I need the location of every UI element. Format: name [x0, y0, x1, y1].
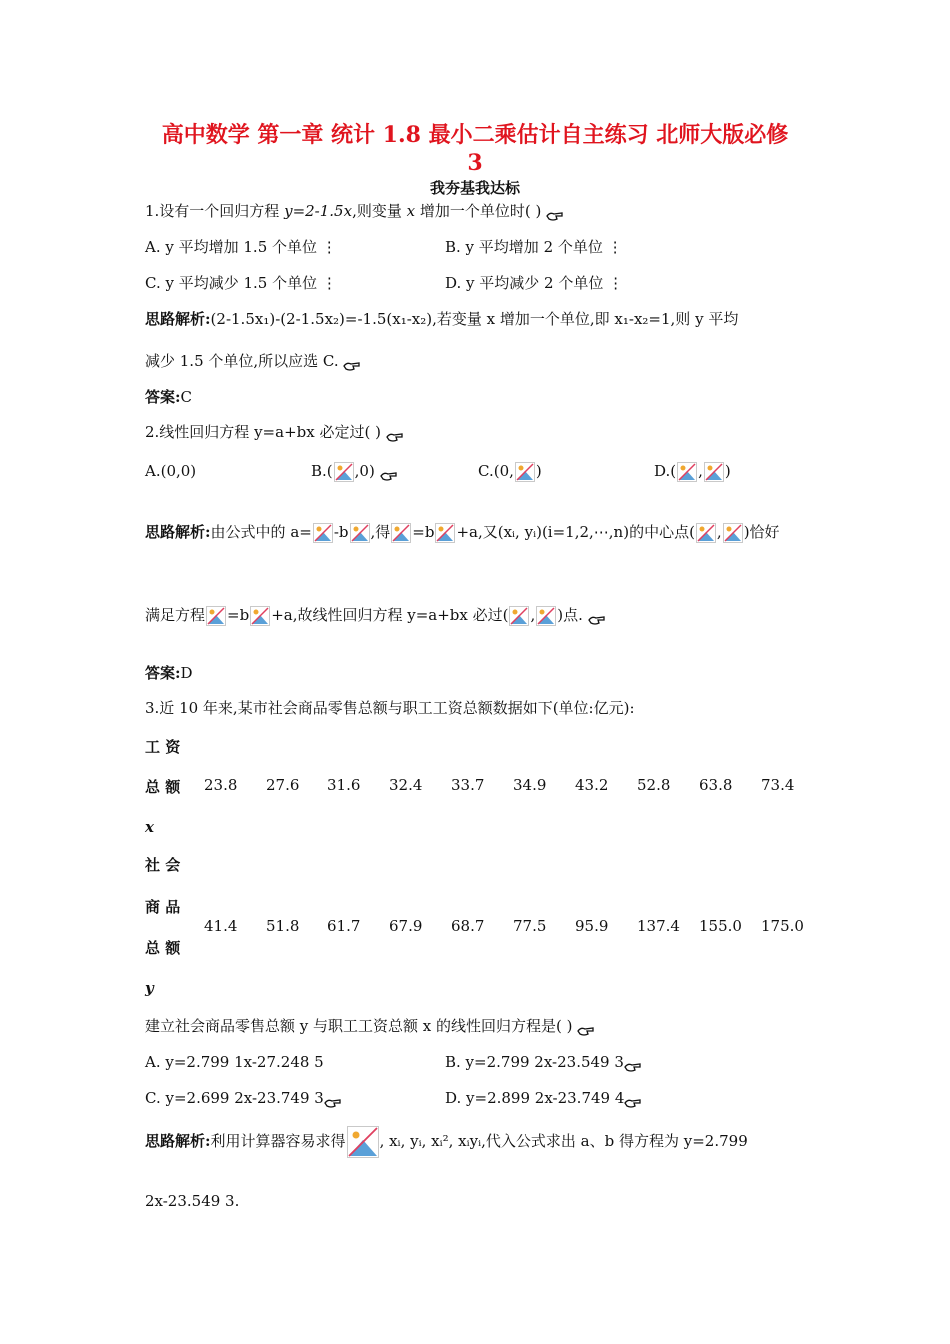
section-heading: 我夯基我达标: [429, 179, 520, 197]
q3-row1-cell: 32.4: [389, 776, 423, 794]
q3-row1-cell: 52.8: [637, 776, 671, 794]
q2-option-b: B.( ,0): [311, 460, 398, 482]
q3-row1-cell: 31.6: [327, 776, 361, 794]
q3-row2-cell: 51.8: [266, 917, 300, 935]
hand-pointer-icon: [577, 1021, 595, 1033]
q1-answer: 答案:C: [145, 388, 193, 406]
broken-image-icon: [391, 523, 411, 543]
q3-row2-cell: 155.0: [699, 917, 742, 935]
hand-pointer-icon: [343, 356, 361, 368]
q1-option-c: C. y 平均减少 1.5 个单位 ⋮: [145, 274, 337, 292]
q3-row2-label: 商 品: [145, 898, 181, 916]
doc-title: 高中数学 第一章 统计 1.8 最小二乘估计自主练习 北师大版必修: [161, 122, 789, 148]
q3-row2-cell: 175.0: [761, 917, 804, 935]
broken-image-icon: [696, 523, 716, 543]
q1-analysis-cont: 减少 1.5 个单位,所以应选 C.: [145, 350, 361, 372]
q1-option-b: B. y 平均增加 2 个单位 ⋮: [445, 238, 623, 256]
hand-pointer-icon: [380, 466, 398, 478]
q3-row2-cell: 77.5: [513, 917, 547, 935]
broken-image-icon: [515, 462, 535, 482]
q2-answer: 答案:D: [145, 664, 193, 682]
q3-stem: 3.近 10 年来,某市社会商品零售总额与职工工资总额数据如下(单位:亿元):: [145, 699, 635, 717]
q1-stem: 1.设有一个回归方程 y=2-1.5x,则变量 x 增加一个单位时( ): [145, 200, 564, 222]
broken-image-icon: [704, 462, 724, 482]
q3-row2-cell: 68.7: [451, 917, 485, 935]
hand-pointer-icon: [624, 1093, 642, 1105]
q3-row1-label: x: [145, 818, 154, 836]
q3-option-d: D. y=2.899 2x-23.749 4: [445, 1087, 642, 1109]
q3-analysis-cont: 2x-23.549 3.: [145, 1192, 240, 1210]
hand-pointer-icon: [624, 1057, 642, 1069]
q3-row1-cell: 34.9: [513, 776, 547, 794]
broken-image-icon: [350, 523, 370, 543]
broken-image-icon: [334, 462, 354, 482]
broken-image-icon: [536, 606, 556, 626]
q3-row2-cell: 61.7: [327, 917, 361, 935]
hand-pointer-icon: [324, 1093, 342, 1105]
hand-pointer-icon: [546, 206, 564, 218]
q3-row1-cell: 43.2: [575, 776, 609, 794]
q3-option-c: C. y=2.699 2x-23.749 3: [145, 1087, 342, 1109]
q1-option-a: A. y 平均增加 1.5 个单位 ⋮: [145, 238, 337, 256]
q1-analysis: 思路解析:(2-1.5x₁)-(2-1.5x₂)=-1.5(x₁-x₂),若变量 x 增加一个单位,即 x₁-x₂=1,则 y 平均: [145, 310, 739, 328]
q3-row1-label: 总 额: [145, 778, 181, 796]
q3-row1-cell: 63.8: [699, 776, 733, 794]
q1-option-d: D. y 平均减少 2 个单位 ⋮: [445, 274, 624, 292]
q2-stem: 2.线性回归方程 y=a+bx 必定过( ): [145, 421, 404, 443]
q3-row2-cell: 67.9: [389, 917, 423, 935]
q3-row2-label: y: [145, 979, 154, 997]
q3-question: 建立社会商品零售总额 y 与职工工资总额 x 的线性回归方程是( ): [145, 1015, 595, 1037]
q3-row1-cell: 23.8: [204, 776, 238, 794]
broken-image-icon: [509, 606, 529, 626]
q3-row1-cell: 33.7: [451, 776, 485, 794]
q3-row2-cell: 137.4: [637, 917, 680, 935]
q3-row1-label: 工 资: [145, 738, 181, 756]
q2-analysis-cont: 满足方程 =b +a,故线性回归方程 y=a+bx 必过( , )点.: [145, 604, 606, 626]
q3-row2-cell: 95.9: [575, 917, 609, 935]
q3-row2-label: 社 会: [145, 856, 181, 874]
hand-pointer-icon: [386, 427, 404, 439]
q2-analysis: 思路解析:由公式中的 a= -b ,得 =b +a,又(xᵢ, yᵢ)(i=1,2,⋯,n)的中心点( , )恰好: [145, 523, 780, 541]
broken-image-icon: [435, 523, 455, 543]
broken-image-icon: [206, 606, 226, 626]
broken-image-icon: [250, 606, 270, 626]
q3-option-a: A. y=2.799 1x-27.248 5: [145, 1053, 324, 1071]
broken-image-icon: [677, 462, 697, 482]
broken-image-icon: [347, 1126, 379, 1158]
q3-row1-cell: 73.4: [761, 776, 795, 794]
q3-row1-cell: 27.6: [266, 776, 300, 794]
q3-row2-cell: 41.4: [204, 917, 238, 935]
broken-image-icon: [723, 523, 743, 543]
hand-pointer-icon: [588, 610, 606, 622]
q2-option-a: A.(0,0): [145, 462, 197, 480]
q2-option-d: D.( , ): [654, 462, 731, 480]
broken-image-icon: [313, 523, 333, 543]
doc-title-cont: 3: [467, 150, 483, 176]
q3-row2-label: 总 额: [145, 939, 181, 957]
q3-analysis: 思路解析:利用计算器容易求得 , xᵢ, yᵢ, xᵢ², xᵢyᵢ,代入公式求出 a、b 得方程为 y=2.799: [145, 1126, 748, 1158]
q2-option-c: C.(0, ): [478, 462, 542, 480]
q3-option-b: B. y=2.799 2x-23.549 3: [445, 1051, 642, 1073]
